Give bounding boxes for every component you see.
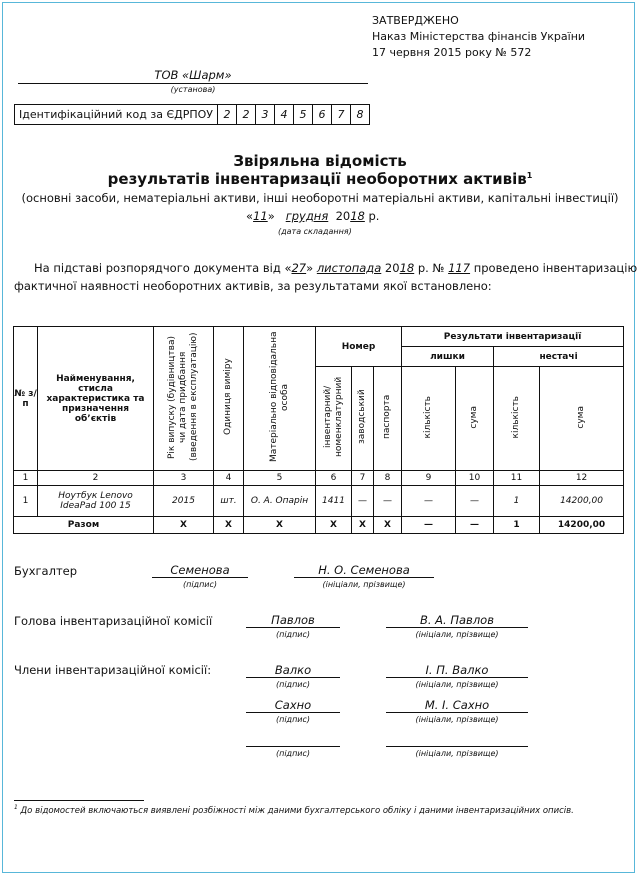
total-row [14,517,624,534]
column-number: 8 [374,471,402,486]
total-cell: Х [316,517,352,534]
footnote-mark: 1 [14,804,18,811]
members-label: Члени інвентаризаційної комісії: [14,663,212,677]
cell-name: Ноутбук Lenovo IdeaPad 100 15 [38,486,154,517]
document-title-line2 [0,170,640,188]
col-header-sum-text: сума [469,405,480,429]
col-header-year [154,327,214,471]
order-day: 27 [291,261,307,275]
column-number: 11 [494,471,540,486]
cell-surplus-sum: — [456,486,494,517]
cell-passport: — [374,486,402,517]
chair-signature: Павлов [246,613,340,628]
compilation-date [246,209,379,223]
total-cell: — [456,517,494,534]
date-year-end: р. [364,209,380,223]
date-day: 11 [253,209,268,223]
intro-text: р. № [414,261,449,275]
name-caption: (ініціали, прізвище) [415,630,499,639]
title-text: результатів інвентаризації необоротних активів [107,170,527,188]
col-header-surplus-sum [456,367,494,471]
organization-name: ТОВ «Шарм» [18,68,368,84]
edrpou-digit: 5 [294,105,313,124]
order-month: листопада [316,261,382,275]
col-header-factory [352,367,374,471]
cell-num: 1 [14,486,38,517]
col-header-unit-text: Одиниця виміру [223,358,233,436]
organization-caption: (установа) [170,85,216,94]
column-number: 5 [244,471,316,486]
chair-label: Голова інвентаризаційної комісії [14,614,213,628]
total-cell: Х [154,517,214,534]
column-number: 4 [214,471,244,486]
table-row [14,486,624,517]
member-name: І. П. Валко [386,663,528,678]
cell-shortage-qty: 1 [494,486,540,517]
footnote [14,804,574,816]
col-header-num: № з/п [14,327,38,471]
column-number: 10 [456,471,494,486]
edrpou-label: Ідентифікаційний код за ЄДРПОУ [15,105,218,124]
column-number-row [14,471,624,486]
col-header-qty-text: кількість [423,395,434,439]
sign-caption: (підпис) [275,630,311,639]
date-quote: » [267,209,275,223]
footnote-text: До відомостей включаються виявлені розбіжності між даними бухгалтерського обліку і даними інвентаризаційних описів. [17,805,574,816]
name-caption: (ініціали, прізвище) [322,580,406,589]
column-number: 1 [14,471,38,486]
column-number: 2 [38,471,154,486]
cell-surplus-qty: — [402,486,456,517]
date-quote: « [246,209,254,223]
cell-inventory: 1411 [316,486,352,517]
total-label: Разом [14,517,154,534]
date-year-prefix: 20 [335,209,351,223]
order-year: 18 [399,261,415,275]
total-cell: 14200,00 [540,517,624,534]
col-header-factory-text: заводський [357,389,367,445]
cell-year: 2015 [154,486,214,517]
edrpou-digit: 3 [256,105,275,124]
total-cell: — [402,517,456,534]
total-cell: Х [214,517,244,534]
cell-unit: шт. [214,486,244,517]
document-subtitle: (основні засоби, нематеріальні активи, інші необоротні матеріальні активи, капітальні інвестиції) [21,191,619,205]
col-header-shortage: нестачі [494,347,624,367]
column-number: 6 [316,471,352,486]
approval-line: ЗАТВЕРДЖЕНО [372,14,459,27]
approval-stamp [372,13,585,61]
col-header-sum-text: сума [576,405,587,429]
total-cell: Х [244,517,316,534]
document-title: Звіряльна відомість [233,152,407,170]
accountant-signature: Семенова [152,563,248,578]
name-caption: (ініціали, прізвище) [415,680,499,689]
col-header-year-text: Рік випуску (будівництва) чи дата придбання (введення в експлуатацію) [167,332,199,462]
col-header-responsible [244,327,316,471]
date-caption: (дата складання) [278,227,352,236]
intro-text: проведено інвентаризацію [470,261,638,275]
member-signature [246,732,340,747]
col-header-shortage-qty [494,367,540,471]
col-header-inventory-text: інвентарний/ номенклатурний [322,376,344,458]
name-caption: (ініціали, прізвище) [415,715,499,724]
column-number: 9 [402,471,456,486]
column-number: 3 [154,471,214,486]
accountant-name: Н. О. Семенова [294,563,434,578]
col-header-surplus: лишки [402,347,494,367]
col-header-shortage-sum [540,367,624,471]
col-header-passport-text: паспорта [382,394,393,440]
order-number: 117 [448,261,471,275]
sign-caption: (підпис) [275,680,311,689]
cell-factory: — [352,486,374,517]
member-signature: Сахно [246,698,340,713]
cell-shortage-sum: 14200,00 [540,486,624,517]
edrpou-digit: 2 [218,105,237,124]
col-header-inventory [316,367,352,471]
total-cell: Х [352,517,374,534]
sign-caption: (підпис) [275,715,311,724]
column-number: 7 [352,471,374,486]
col-header-number-group: Номер [316,327,402,367]
footnote-mark: 1 [526,171,533,180]
edrpou-digit: 6 [313,105,332,124]
col-header-surplus-qty [402,367,456,471]
edrpou-digit: 4 [275,105,294,124]
total-cell: Х [374,517,402,534]
footnote-divider [14,800,144,801]
approval-line: Наказ Міністерства фінансів України [372,30,586,43]
col-header-unit [214,327,244,471]
column-number: 12 [540,471,624,486]
cell-responsible: О. А. Опарін [244,486,316,517]
approval-line: 17 червня 2015 року № 572 [372,46,532,59]
intro-text: » [306,261,317,275]
edrpou-digit: 2 [237,105,256,124]
chair-name: В. А. Павлов [386,613,528,628]
col-header-responsible-text: Матеріально відповідальна особа [268,331,290,463]
date-month: грудня [285,209,329,223]
member-name: М. І. Сахно [386,698,528,713]
col-header-passport [374,367,402,471]
total-cell: 1 [494,517,540,534]
edrpou-code-box [14,104,370,125]
intro-paragraph-line2: фактичної наявності необоротних активів, за результатами якої встановлено: [14,279,492,293]
col-header-qty-text: кількість [511,395,522,439]
member-name [386,732,528,747]
name-caption: (ініціали, прізвище) [415,749,499,758]
inventory-table [13,326,624,534]
col-header-name: Найменування, стисла характеристика та призначення об’єктів [38,327,154,471]
edrpou-digit: 8 [356,108,364,121]
intro-text: 20 [381,261,400,275]
intro-paragraph [34,261,637,275]
member-signature: Валко [246,663,340,678]
accountant-label: Бухгалтер [14,564,78,578]
col-header-results-group: Результати інвентаризації [402,327,624,347]
intro-text: На підставі розпорядчого документа від « [34,261,292,275]
sign-caption: (підпис) [275,749,311,758]
date-year: 18 [350,209,365,223]
edrpou-digit: 7 [332,105,351,124]
sign-caption: (підпис) [182,580,218,589]
